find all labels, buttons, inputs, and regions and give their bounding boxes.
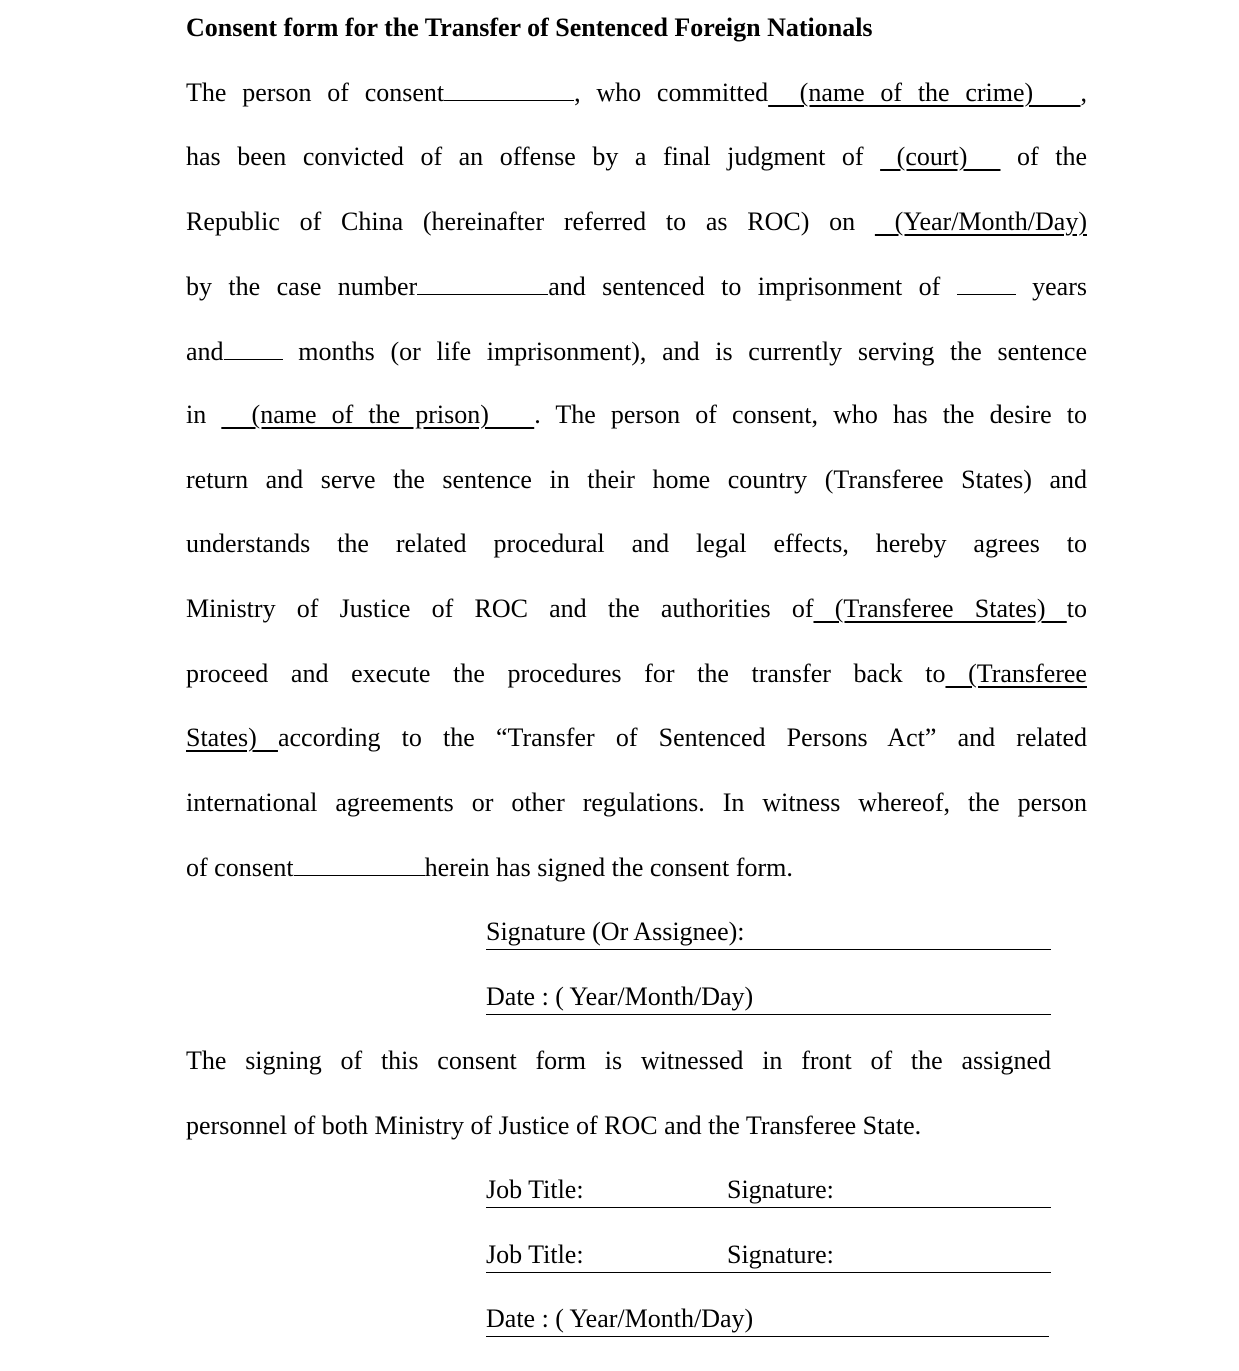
body-text: according to the “Transfer of Sentenced Persons Act” and related	[277, 723, 1088, 752]
witness-date-field[interactable]	[486, 1302, 1049, 1337]
body-line-5	[186, 333, 1087, 369]
court-field[interactable]: (court)	[880, 142, 1001, 171]
consent-name-blank[interactable]	[444, 74, 574, 101]
consent-date-field[interactable]	[486, 980, 1051, 1015]
body-text: by the case number	[186, 272, 418, 301]
body-text: years	[1015, 272, 1088, 301]
body-line-8: understands the related procedural and legal effects, hereby agrees to	[186, 529, 1087, 558]
months-blank[interactable]	[224, 333, 283, 360]
body-line-9	[186, 591, 1087, 627]
consent-signature-field[interactable]	[486, 915, 1051, 950]
body-line-4	[186, 268, 1087, 304]
body-line-13	[186, 849, 1087, 885]
form-title: Consent form for the Transfer of Sentenced Foreign Nationals	[186, 13, 873, 42]
body-text: Republic of China (hereinafter referred to as ROC) on	[186, 207, 875, 236]
body-line-7: return and serve the sentence in their home country (Transferee States) and	[186, 465, 1087, 494]
body-text: to	[1066, 594, 1087, 623]
witness-line-1: The signing of this consent form is witnessed in front of the assigned	[186, 1046, 1051, 1075]
date-label: Date : ( Year/Month/Day)	[486, 982, 754, 1011]
body-text: of the	[1000, 142, 1087, 171]
body-text: ,	[1080, 78, 1087, 107]
body-text: and sentenced to imprisonment of	[548, 272, 957, 301]
case-number-blank[interactable]	[417, 268, 548, 295]
transferee-state-field-1[interactable]: (Transferee States)	[813, 594, 1067, 623]
witness-1-signature-field[interactable]	[486, 1173, 1051, 1208]
witness-line-2: personnel of both Ministry of Justice of ROC and the Transferee State.	[186, 1111, 922, 1140]
years-blank[interactable]	[957, 268, 1016, 295]
job-title-label: Job Title:	[486, 1175, 584, 1204]
witness-2-signature-field[interactable]	[486, 1238, 1051, 1273]
crime-name-field[interactable]: (name of the crime)	[768, 78, 1081, 107]
body-text: . The person of consent, who has the desire to	[534, 400, 1087, 429]
job-title-label: Job Title:	[486, 1240, 584, 1269]
body-line-2	[186, 139, 1087, 175]
body-text: months (or life imprisonment), and is currently serving the sentence	[282, 337, 1087, 366]
body-text: proceed and execute the procedures for the transfer back to	[186, 659, 946, 688]
signature-label: Signature:	[727, 1240, 834, 1269]
body-text: , who committed	[574, 78, 769, 107]
signature-label: Signature (Or Assignee):	[486, 917, 745, 946]
body-line-1	[186, 74, 1087, 110]
signature-label: Signature:	[727, 1175, 834, 1204]
body-line-3	[186, 204, 1087, 240]
body-text: in	[186, 400, 222, 429]
date-label: Date : ( Year/Month/Day)	[486, 1304, 754, 1333]
body-text: Ministry of Justice of ROC and the authorities of	[186, 594, 814, 623]
transferee-state-field-2[interactable]: (Transferee	[945, 659, 1087, 688]
transferee-state-field-2-cont[interactable]: States)	[186, 723, 278, 752]
judgment-date-field[interactable]: (Year/Month/Day)	[874, 207, 1087, 236]
body-text: has been convicted of an offense by a final judgment of	[186, 142, 881, 171]
body-line-12: international agreements or other regulations. In witness whereof, the person	[186, 788, 1087, 817]
body-text: The person of consent	[186, 78, 445, 107]
body-line-10	[186, 656, 1087, 692]
body-line-6	[186, 397, 1087, 433]
body-text: of consent	[186, 853, 294, 882]
consent-name-blank-2[interactable]	[294, 849, 425, 876]
body-text: and	[186, 337, 224, 366]
prison-name-field[interactable]: (name of the prison)	[221, 400, 535, 429]
body-text: herein has signed the consent form.	[424, 853, 793, 882]
body-line-11	[186, 720, 1087, 756]
